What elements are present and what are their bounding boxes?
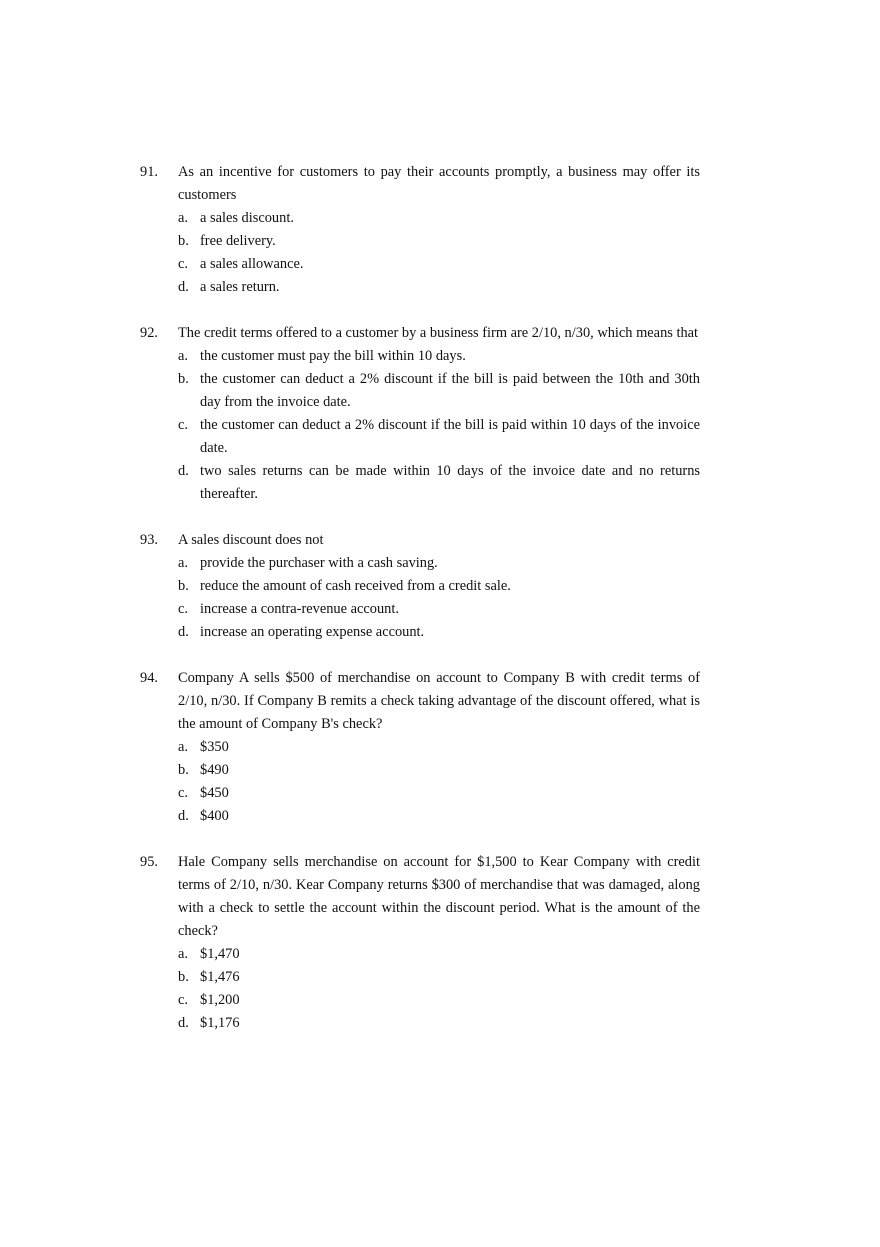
option-letter: a. [178,946,188,962]
question-91 [140,161,700,299]
option-text: reduce the amount of cash received from a credit sale. [200,578,511,594]
option-text: $1,200 [200,992,240,1008]
option-text: free delivery. [200,233,276,249]
option-letter: b. [178,578,189,594]
option-d [178,805,700,828]
option-text: $1,176 [200,1015,240,1031]
option-letter: c. [178,785,188,801]
answer-options [140,552,700,644]
question-text: Company A sells $500 of merchandise on account to Company B with credit terms of 2/10, n/30. If Company B remits a check taking advantage of the discount offered, what is the amount of Company B's check? [178,670,700,732]
option-b [178,230,700,253]
option-letter: b. [178,969,189,985]
question-stem [140,529,700,552]
option-c [178,414,700,460]
option-letter: c. [178,992,188,1008]
option-letter: c. [178,601,188,617]
option-letter: c. [178,417,188,433]
option-letter: a. [178,348,188,364]
question-94 [140,667,700,828]
option-text: $400 [200,808,229,824]
answer-options [140,943,700,1035]
option-c [178,989,700,1012]
question-95 [140,851,700,1035]
option-text: the customer can deduct a 2% discount if the bill is paid between the 10th and 30th day from the invoice date. [200,371,700,410]
option-text: the customer must pay the bill within 10 days. [200,348,466,364]
question-text: The credit terms offered to a customer by a business firm are 2/10, n/30, which means that [178,325,699,341]
option-text: $490 [200,762,229,778]
question-92 [140,322,700,506]
option-text: increase an operating expense account. [200,624,425,640]
option-text: $1,476 [200,969,240,985]
option-text: $350 [200,739,229,755]
option-c [178,253,700,276]
question-stem [140,851,700,943]
option-text: $1,470 [200,946,240,962]
option-letter: b. [178,762,189,778]
question-number: 91. [140,164,158,180]
option-a [178,943,700,966]
option-letter: b. [178,233,189,249]
option-d [178,276,700,299]
option-letter: a. [178,555,188,571]
option-text: $450 [200,785,229,801]
option-text: a sales discount. [200,210,294,226]
question-text: As an incentive for customers to pay their accounts promptly, a business may offer its customers [178,164,700,203]
option-b [178,575,700,598]
option-letter: d. [178,1015,189,1031]
question-stem [140,322,700,345]
option-d [178,621,700,644]
option-b [178,966,700,989]
option-text: two sales returns can be made within 10 days of the invoice date and no returns thereafter. [200,463,700,502]
option-letter: d. [178,624,189,640]
option-c [178,782,700,805]
option-a [178,736,700,759]
option-d [178,1012,700,1035]
option-letter: b. [178,371,189,387]
question-93 [140,529,700,644]
question-stem [140,161,700,207]
option-c [178,598,700,621]
option-letter: d. [178,463,189,479]
option-text: provide the purchaser with a cash saving. [200,555,438,571]
option-a [178,345,700,368]
option-b [178,759,700,782]
question-number: 92. [140,325,158,341]
option-text: increase a contra-revenue account. [200,601,399,617]
answer-options [140,207,700,299]
answer-options [140,736,700,828]
question-text: Hale Company sells merchandise on account for $1,500 to Kear Company with credit terms of 2/10, n/30. Kear Company returns $300 of merchandise that was damaged, along with a check to settle the account within the discount period. What is the amount of the check? [178,854,700,939]
question-number: 95. [140,854,158,870]
option-letter: d. [178,279,189,295]
option-letter: c. [178,256,188,272]
option-letter: a. [178,210,188,226]
option-letter: a. [178,739,188,755]
option-text: the customer can deduct a 2% discount if the bill is paid within 10 days of the invoice date. [200,417,700,456]
option-text: a sales return. [200,279,280,295]
question-number: 93. [140,532,158,548]
question-number: 94. [140,670,158,686]
option-b [178,368,700,414]
answer-options [140,345,700,506]
option-letter: d. [178,808,189,824]
question-text: A sales discount does not [178,532,324,548]
option-a [178,207,700,230]
option-text: a sales allowance. [200,256,304,272]
option-d [178,460,700,506]
option-a [178,552,700,575]
question-stem [140,667,700,736]
